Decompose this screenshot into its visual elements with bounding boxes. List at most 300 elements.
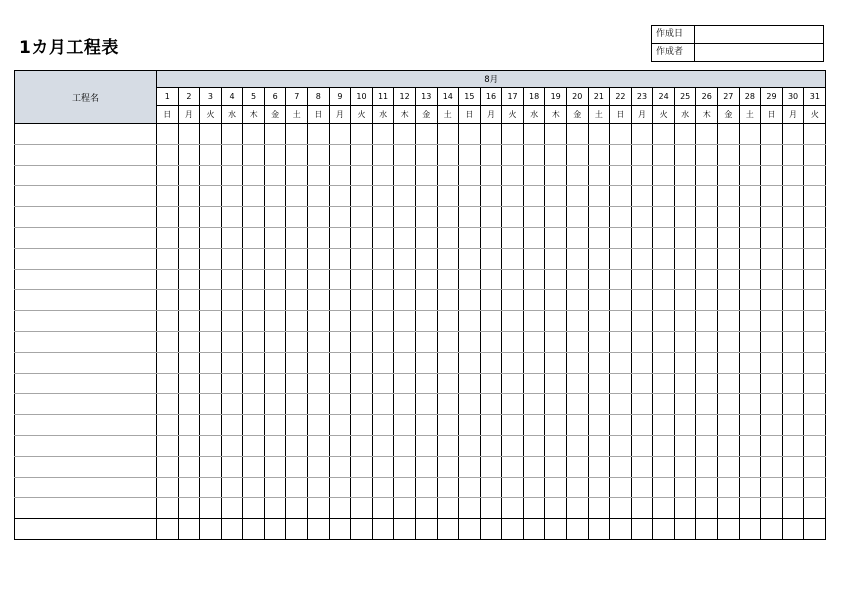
day-cell[interactable] [351,165,373,186]
day-cell[interactable] [718,373,740,394]
day-cell[interactable] [674,227,696,248]
day-cell[interactable] [459,311,481,332]
day-cell[interactable] [264,394,286,415]
day-cell[interactable] [394,435,416,456]
day-cell[interactable] [696,227,718,248]
day-cell[interactable] [718,394,740,415]
day-cell[interactable] [502,144,524,165]
day-cell[interactable] [480,519,502,540]
day-cell[interactable] [631,290,653,311]
day-cell[interactable] [243,269,265,290]
day-cell[interactable] [566,352,588,373]
day-cell[interactable] [696,373,718,394]
day-cell[interactable] [502,311,524,332]
day-cell[interactable] [351,227,373,248]
day-cell[interactable] [415,290,437,311]
day-cell[interactable] [200,331,222,352]
day-cell[interactable] [308,248,330,269]
day-cell[interactable] [782,373,804,394]
day-cell[interactable] [545,311,567,332]
day-cell[interactable] [739,290,761,311]
day-cell[interactable] [804,290,826,311]
day-cell[interactable] [502,124,524,145]
day-cell[interactable] [351,373,373,394]
day-cell[interactable] [588,227,610,248]
day-cell[interactable] [329,394,351,415]
day-cell[interactable] [459,144,481,165]
day-cell[interactable] [178,227,200,248]
day-cell[interactable] [653,186,675,207]
day-cell[interactable] [631,248,653,269]
day-cell[interactable] [200,456,222,477]
day-cell[interactable] [696,352,718,373]
day-cell[interactable] [782,456,804,477]
process-name-cell[interactable] [15,331,157,352]
day-cell[interactable] [351,456,373,477]
day-cell[interactable] [459,435,481,456]
day-cell[interactable] [329,331,351,352]
day-cell[interactable] [459,519,481,540]
day-cell[interactable] [718,435,740,456]
day-cell[interactable] [351,519,373,540]
day-cell[interactable] [545,415,567,436]
day-cell[interactable] [545,352,567,373]
day-cell[interactable] [696,186,718,207]
day-cell[interactable] [696,165,718,186]
day-cell[interactable] [437,290,459,311]
day-cell[interactable] [459,498,481,519]
day-cell[interactable] [437,331,459,352]
day-cell[interactable] [804,394,826,415]
day-cell[interactable] [739,477,761,498]
day-cell[interactable] [761,519,783,540]
day-cell[interactable] [566,227,588,248]
day-cell[interactable] [437,269,459,290]
day-cell[interactable] [631,456,653,477]
day-cell[interactable] [329,415,351,436]
day-cell[interactable] [243,311,265,332]
day-cell[interactable] [761,394,783,415]
day-cell[interactable] [502,456,524,477]
day-cell[interactable] [653,394,675,415]
day-cell[interactable] [394,373,416,394]
day-cell[interactable] [502,186,524,207]
day-cell[interactable] [739,248,761,269]
day-cell[interactable] [329,144,351,165]
day-cell[interactable] [286,165,308,186]
day-cell[interactable] [200,352,222,373]
day-cell[interactable] [178,165,200,186]
day-cell[interactable] [243,207,265,228]
day-cell[interactable] [286,290,308,311]
process-name-cell[interactable] [15,456,157,477]
day-cell[interactable] [782,248,804,269]
day-cell[interactable] [200,269,222,290]
day-cell[interactable] [739,415,761,436]
day-cell[interactable] [308,144,330,165]
day-cell[interactable] [674,269,696,290]
day-cell[interactable] [264,165,286,186]
day-cell[interactable] [782,165,804,186]
day-cell[interactable] [653,477,675,498]
day-cell[interactable] [415,519,437,540]
day-cell[interactable] [782,227,804,248]
day-cell[interactable] [545,435,567,456]
day-cell[interactable] [502,290,524,311]
day-cell[interactable] [739,519,761,540]
day-cell[interactable] [566,248,588,269]
day-cell[interactable] [610,352,632,373]
day-cell[interactable] [545,165,567,186]
day-cell[interactable] [610,477,632,498]
day-cell[interactable] [351,477,373,498]
day-cell[interactable] [221,352,243,373]
day-cell[interactable] [394,498,416,519]
process-name-cell[interactable] [15,165,157,186]
day-cell[interactable] [415,144,437,165]
day-cell[interactable] [674,415,696,436]
day-cell[interactable] [653,331,675,352]
day-cell[interactable] [178,186,200,207]
day-cell[interactable] [157,519,179,540]
day-cell[interactable] [631,415,653,436]
process-name-cell[interactable] [15,519,157,540]
day-cell[interactable] [178,207,200,228]
day-cell[interactable] [782,311,804,332]
day-cell[interactable] [782,186,804,207]
day-cell[interactable] [502,435,524,456]
day-cell[interactable] [372,415,394,436]
day-cell[interactable] [372,435,394,456]
day-cell[interactable] [178,456,200,477]
day-cell[interactable] [588,352,610,373]
day-cell[interactable] [523,498,545,519]
day-cell[interactable] [480,290,502,311]
day-cell[interactable] [221,290,243,311]
day-cell[interactable] [178,331,200,352]
process-name-cell[interactable] [15,394,157,415]
day-cell[interactable] [178,415,200,436]
day-cell[interactable] [308,290,330,311]
day-cell[interactable] [588,415,610,436]
day-cell[interactable] [631,269,653,290]
day-cell[interactable] [718,477,740,498]
day-cell[interactable] [782,144,804,165]
day-cell[interactable] [610,498,632,519]
day-cell[interactable] [610,144,632,165]
day-cell[interactable] [480,248,502,269]
process-name-cell[interactable] [15,477,157,498]
day-cell[interactable] [415,352,437,373]
day-cell[interactable] [221,248,243,269]
day-cell[interactable] [523,227,545,248]
day-cell[interactable] [610,248,632,269]
day-cell[interactable] [264,456,286,477]
day-cell[interactable] [782,498,804,519]
day-cell[interactable] [221,207,243,228]
day-cell[interactable] [761,165,783,186]
day-cell[interactable] [308,227,330,248]
day-cell[interactable] [415,394,437,415]
day-cell[interactable] [610,415,632,436]
day-cell[interactable] [221,498,243,519]
day-cell[interactable] [653,456,675,477]
day-cell[interactable] [739,311,761,332]
day-cell[interactable] [804,435,826,456]
day-cell[interactable] [718,331,740,352]
day-cell[interactable] [718,144,740,165]
day-cell[interactable] [178,311,200,332]
day-cell[interactable] [415,186,437,207]
day-cell[interactable] [394,186,416,207]
day-cell[interactable] [200,165,222,186]
day-cell[interactable] [415,477,437,498]
day-cell[interactable] [264,186,286,207]
day-cell[interactable] [523,290,545,311]
day-cell[interactable] [653,435,675,456]
day-cell[interactable] [243,456,265,477]
day-cell[interactable] [372,165,394,186]
day-cell[interactable] [264,477,286,498]
day-cell[interactable] [761,373,783,394]
day-cell[interactable] [157,498,179,519]
day-cell[interactable] [286,144,308,165]
day-cell[interactable] [545,519,567,540]
day-cell[interactable] [178,124,200,145]
day-cell[interactable] [761,248,783,269]
day-cell[interactable] [221,394,243,415]
day-cell[interactable] [631,394,653,415]
day-cell[interactable] [243,290,265,311]
day-cell[interactable] [480,435,502,456]
process-name-cell[interactable] [15,269,157,290]
day-cell[interactable] [761,124,783,145]
day-cell[interactable] [394,477,416,498]
day-cell[interactable] [351,498,373,519]
day-cell[interactable] [523,144,545,165]
day-cell[interactable] [308,186,330,207]
day-cell[interactable] [631,227,653,248]
process-name-cell[interactable] [15,352,157,373]
day-cell[interactable] [200,207,222,228]
day-cell[interactable] [221,144,243,165]
day-cell[interactable] [761,477,783,498]
day-cell[interactable] [394,352,416,373]
day-cell[interactable] [718,227,740,248]
day-cell[interactable] [221,331,243,352]
day-cell[interactable] [674,456,696,477]
day-cell[interactable] [804,269,826,290]
day-cell[interactable] [502,165,524,186]
day-cell[interactable] [178,477,200,498]
day-cell[interactable] [804,186,826,207]
day-cell[interactable] [437,352,459,373]
day-cell[interactable] [157,456,179,477]
day-cell[interactable] [631,331,653,352]
day-cell[interactable] [221,477,243,498]
process-name-cell[interactable] [15,227,157,248]
day-cell[interactable] [718,269,740,290]
day-cell[interactable] [739,165,761,186]
day-cell[interactable] [545,207,567,228]
day-cell[interactable] [588,207,610,228]
day-cell[interactable] [718,290,740,311]
day-cell[interactable] [588,311,610,332]
day-cell[interactable] [523,394,545,415]
day-cell[interactable] [502,248,524,269]
day-cell[interactable] [718,352,740,373]
day-cell[interactable] [394,519,416,540]
day-cell[interactable] [696,498,718,519]
process-name-cell[interactable] [15,144,157,165]
day-cell[interactable] [523,331,545,352]
day-cell[interactable] [329,248,351,269]
day-cell[interactable] [480,331,502,352]
day-cell[interactable] [221,373,243,394]
day-cell[interactable] [329,311,351,332]
day-cell[interactable] [545,290,567,311]
day-cell[interactable] [502,331,524,352]
day-cell[interactable] [480,124,502,145]
day-cell[interactable] [178,144,200,165]
day-cell[interactable] [480,227,502,248]
day-cell[interactable] [545,248,567,269]
day-cell[interactable] [308,207,330,228]
day-cell[interactable] [264,519,286,540]
day-cell[interactable] [782,331,804,352]
day-cell[interactable] [674,373,696,394]
day-cell[interactable] [545,144,567,165]
day-cell[interactable] [588,435,610,456]
day-cell[interactable] [739,498,761,519]
day-cell[interactable] [566,394,588,415]
day-cell[interactable] [545,227,567,248]
day-cell[interactable] [523,435,545,456]
day-cell[interactable] [329,290,351,311]
day-cell[interactable] [459,290,481,311]
day-cell[interactable] [178,290,200,311]
day-cell[interactable] [610,373,632,394]
day-cell[interactable] [351,311,373,332]
day-cell[interactable] [351,186,373,207]
day-cell[interactable] [545,498,567,519]
day-cell[interactable] [200,248,222,269]
day-cell[interactable] [761,290,783,311]
day-cell[interactable] [653,144,675,165]
day-cell[interactable] [308,331,330,352]
day-cell[interactable] [653,415,675,436]
day-cell[interactable] [329,269,351,290]
day-cell[interactable] [459,456,481,477]
process-name-cell[interactable] [15,435,157,456]
day-cell[interactable] [243,144,265,165]
day-cell[interactable] [631,311,653,332]
day-cell[interactable] [566,207,588,228]
day-cell[interactable] [804,124,826,145]
day-cell[interactable] [308,165,330,186]
day-cell[interactable] [243,373,265,394]
day-cell[interactable] [739,124,761,145]
day-cell[interactable] [157,435,179,456]
day-cell[interactable] [566,269,588,290]
day-cell[interactable] [588,144,610,165]
day-cell[interactable] [286,124,308,145]
day-cell[interactable] [459,248,481,269]
day-cell[interactable] [804,207,826,228]
day-cell[interactable] [286,352,308,373]
process-name-cell[interactable] [15,124,157,145]
day-cell[interactable] [264,227,286,248]
day-cell[interactable] [631,207,653,228]
day-cell[interactable] [696,269,718,290]
day-cell[interactable] [502,519,524,540]
day-cell[interactable] [178,498,200,519]
day-cell[interactable] [696,435,718,456]
day-cell[interactable] [286,207,308,228]
day-cell[interactable] [437,311,459,332]
day-cell[interactable] [200,415,222,436]
day-cell[interactable] [566,144,588,165]
day-cell[interactable] [221,456,243,477]
day-cell[interactable] [264,290,286,311]
day-cell[interactable] [200,290,222,311]
day-cell[interactable] [264,352,286,373]
day-cell[interactable] [523,311,545,332]
day-cell[interactable] [200,519,222,540]
day-cell[interactable] [631,498,653,519]
day-cell[interactable] [243,415,265,436]
day-cell[interactable] [610,456,632,477]
day-cell[interactable] [631,352,653,373]
day-cell[interactable] [308,519,330,540]
day-cell[interactable] [739,435,761,456]
day-cell[interactable] [739,373,761,394]
day-cell[interactable] [523,269,545,290]
day-cell[interactable] [415,331,437,352]
day-cell[interactable] [437,519,459,540]
day-cell[interactable] [696,290,718,311]
day-cell[interactable] [588,186,610,207]
day-cell[interactable] [696,207,718,228]
day-cell[interactable] [200,394,222,415]
day-cell[interactable] [394,248,416,269]
day-cell[interactable] [329,124,351,145]
process-name-cell[interactable] [15,207,157,228]
day-cell[interactable] [523,165,545,186]
day-cell[interactable] [782,290,804,311]
day-cell[interactable] [696,331,718,352]
day-cell[interactable] [480,144,502,165]
day-cell[interactable] [243,498,265,519]
day-cell[interactable] [696,519,718,540]
day-cell[interactable] [178,373,200,394]
day-cell[interactable] [351,124,373,145]
day-cell[interactable] [372,124,394,145]
day-cell[interactable] [157,394,179,415]
day-cell[interactable] [588,165,610,186]
day-cell[interactable] [157,415,179,436]
day-cell[interactable] [502,477,524,498]
day-cell[interactable] [739,352,761,373]
day-cell[interactable] [415,456,437,477]
day-cell[interactable] [610,311,632,332]
day-cell[interactable] [739,144,761,165]
day-cell[interactable] [674,331,696,352]
day-cell[interactable] [308,435,330,456]
day-cell[interactable] [674,165,696,186]
day-cell[interactable] [739,269,761,290]
day-cell[interactable] [674,290,696,311]
